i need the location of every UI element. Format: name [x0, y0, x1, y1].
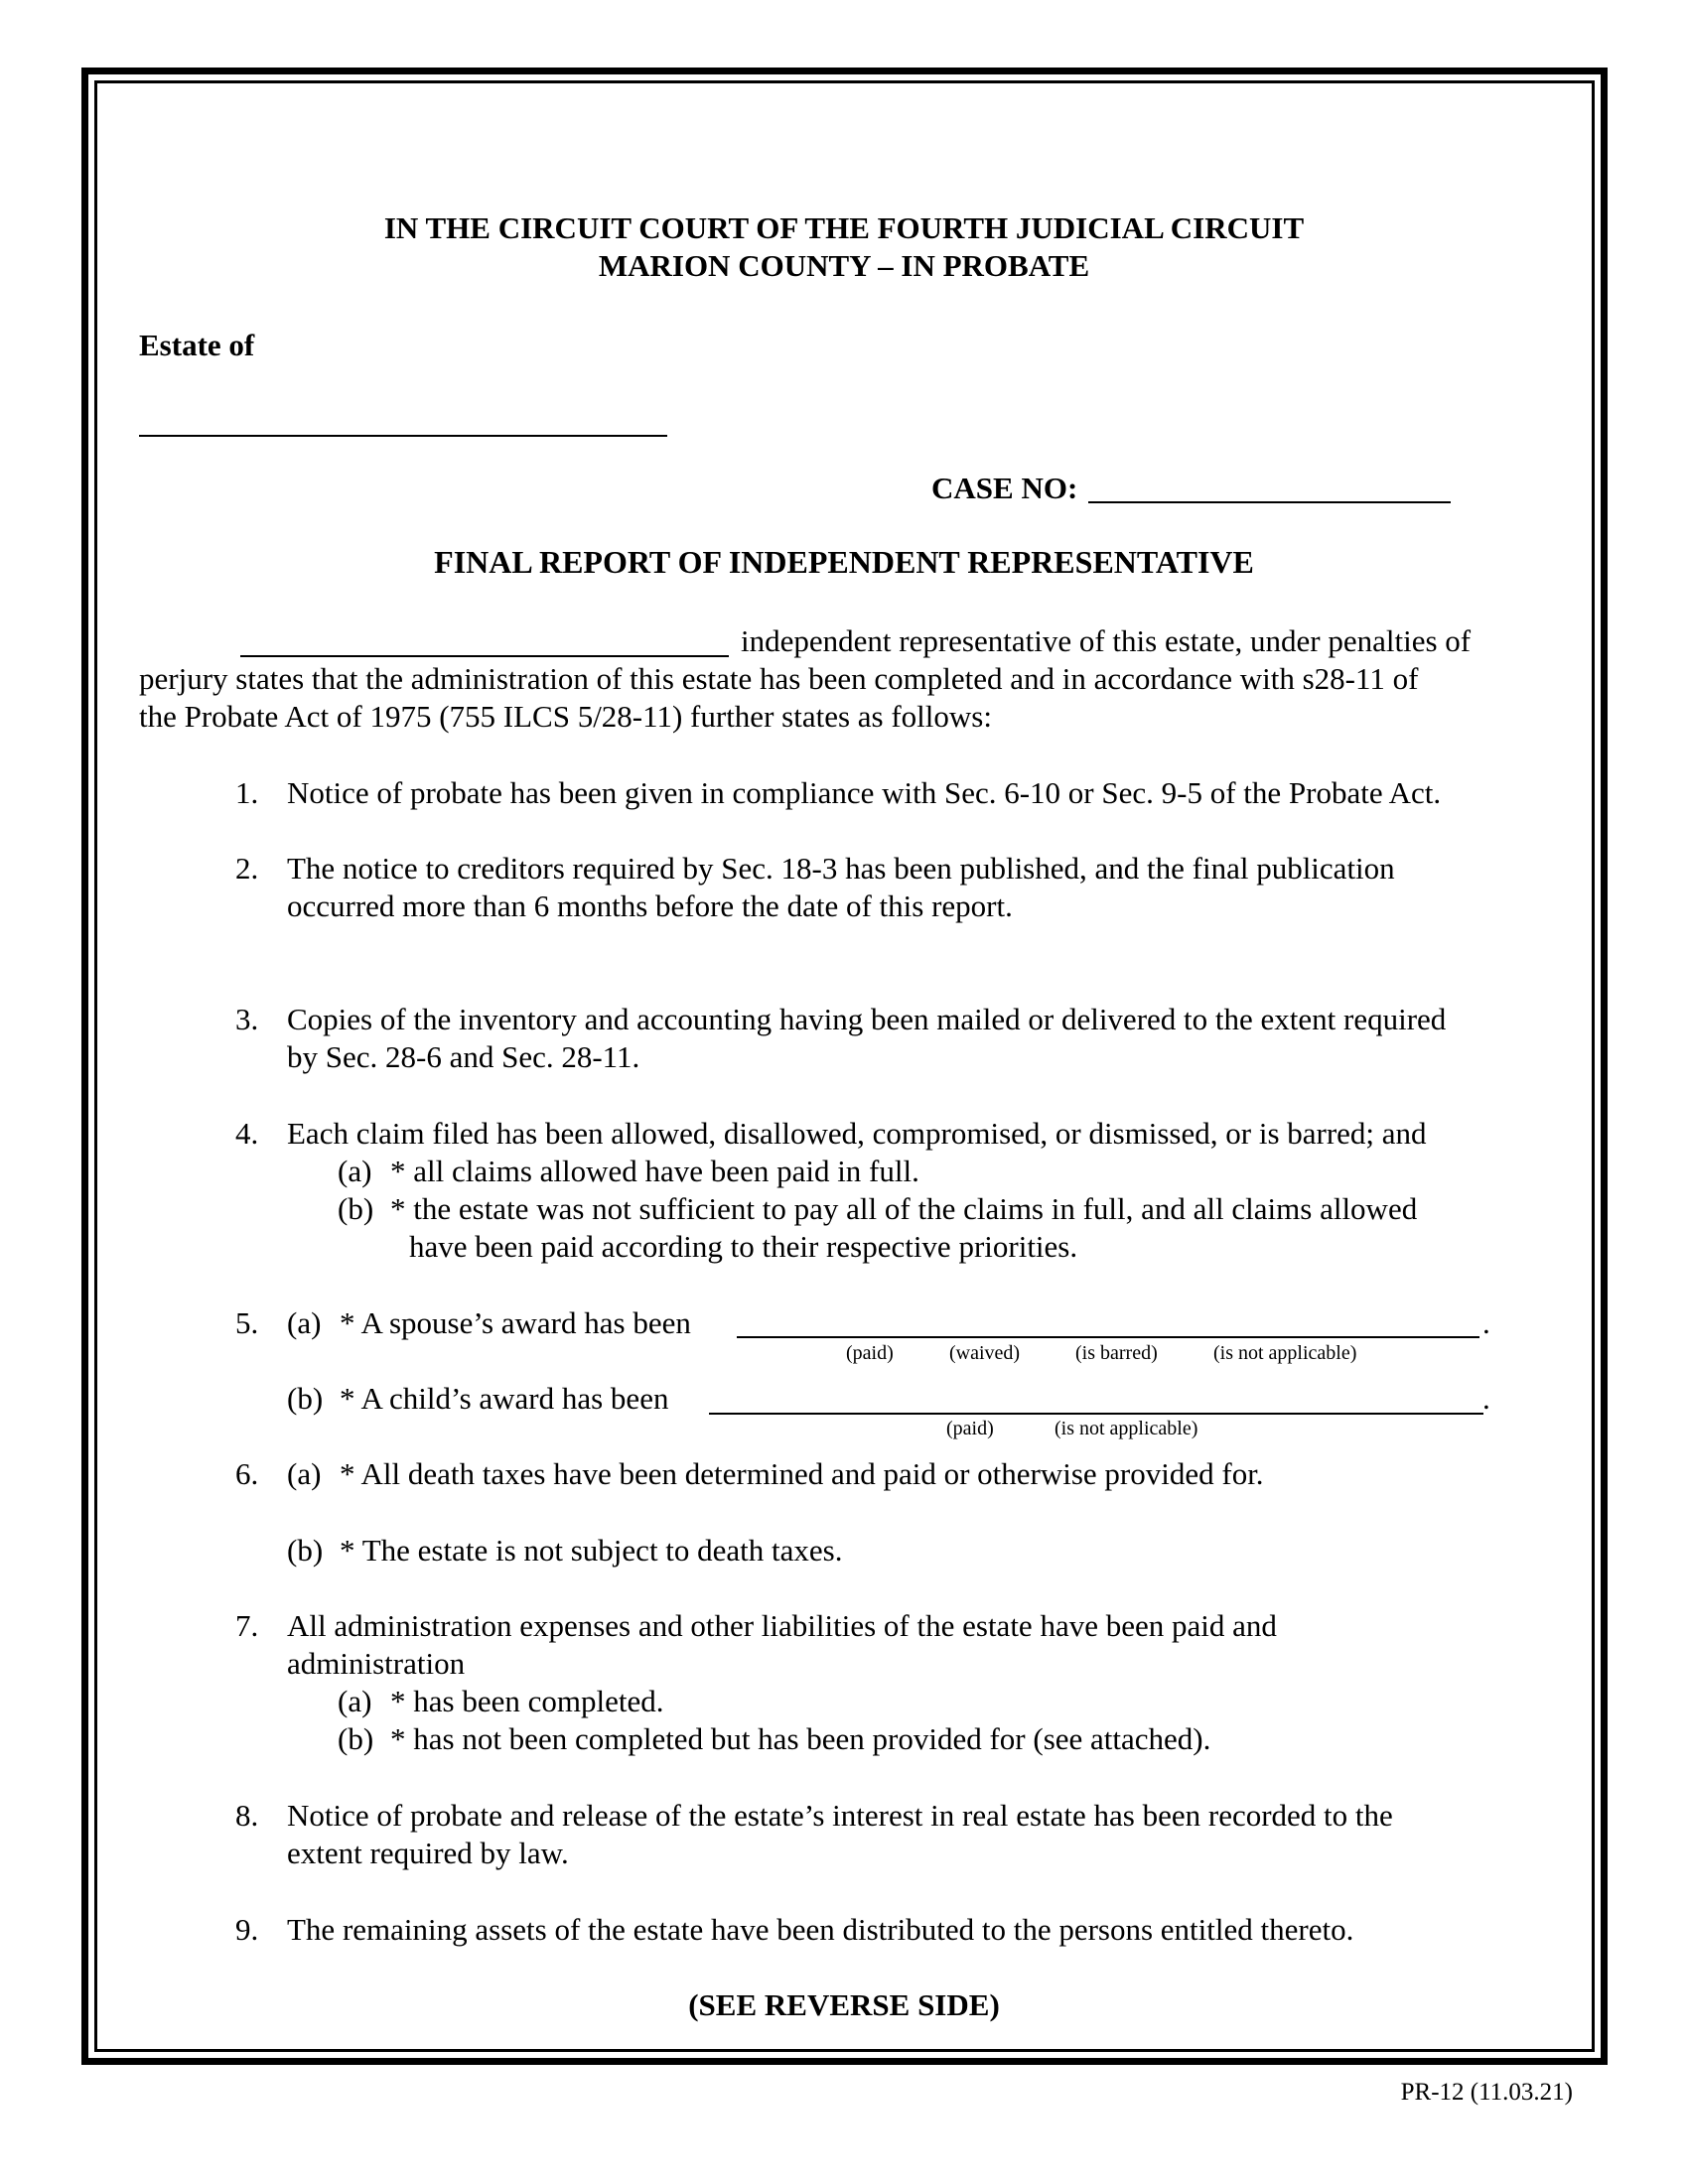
item-6b-text[interactable]: * The estate is not subject to death taxes.	[340, 1533, 843, 1568]
item-4a-text[interactable]: * all claims allowed have been paid in full.	[390, 1154, 919, 1188]
item-4b-line2: have been paid according to their respective priorities.	[409, 1229, 1078, 1264]
item-4b-line1[interactable]: * the estate was not sufficient to pay all of the claims in full, and all claims allowed	[390, 1191, 1418, 1226]
intro-line2: perjury states that the administration of this estate has been completed and in accordance with s28-11 of	[139, 661, 1419, 696]
representative-name-field[interactable]	[240, 655, 729, 657]
item-2-number: 2.	[235, 851, 259, 886]
item-4-text: Each claim filed has been allowed, disallowed, compromised, or dismissed, or is barred; and	[287, 1116, 1427, 1151]
item-2-line2: occurred more than 6 months before the date of this report.	[287, 888, 1013, 923]
estate-label: Estate of	[139, 328, 255, 362]
item-6a-text[interactable]: * All death taxes have been determined and paid or otherwise provided for.	[340, 1456, 1264, 1491]
page-title: FINAL REPORT OF INDEPENDENT REPRESENTATIVE	[434, 544, 1254, 580]
item-7b-label: (b)	[338, 1721, 374, 1756]
item-7a-label: (a)	[338, 1684, 372, 1718]
item-7-number: 7.	[235, 1608, 259, 1643]
item-1-number: 1.	[235, 775, 259, 810]
item-5a-period: .	[1482, 1305, 1490, 1340]
spouse-award-field[interactable]	[737, 1336, 1479, 1338]
intro-line1: independent representative of this estate, under penalties of	[741, 623, 1472, 658]
item-7b-text[interactable]: * has not been completed but has been provided for (see attached).	[390, 1721, 1211, 1756]
item-4a-label: (a)	[338, 1154, 372, 1188]
item-2-line1: The notice to creditors required by Sec. 18-3 has been published, and the final publication	[287, 851, 1395, 886]
spouse-option-is-barred: (is barred)	[1075, 1342, 1158, 1364]
form-id: PR-12 (11.03.21)	[1400, 2079, 1573, 2106]
item-4-number: 4.	[235, 1116, 259, 1151]
item-8-line2: extent required by law.	[287, 1836, 569, 1870]
child-option-paid: (paid)	[946, 1418, 994, 1439]
item-3-line2: by Sec. 28-6 and Sec. 28-11.	[287, 1039, 640, 1074]
spouse-option-not-applicable: (is not applicable)	[1213, 1342, 1357, 1364]
court-heading-line2: MARION COUNTY – IN PROBATE	[598, 248, 1090, 283]
item-8-line1: Notice of probate and release of the estate’s interest in real estate has been recorded to the	[287, 1798, 1393, 1833]
case-number-field[interactable]	[1088, 501, 1451, 503]
item-5b-label: (b)	[287, 1381, 324, 1416]
item-7-line2: administration	[287, 1646, 466, 1681]
item-9-number: 9.	[235, 1912, 259, 1947]
item-6-number: 6.	[235, 1456, 259, 1491]
spouse-option-paid: (paid)	[846, 1342, 894, 1364]
spouse-option-waived: (waived)	[949, 1342, 1021, 1364]
estate-name-field[interactable]	[139, 435, 667, 437]
intro-line3: the Probate Act of 1975 (755 ILCS 5/28-11) further states as follows:	[139, 699, 992, 734]
item-5b-text: * A child’s award has been	[340, 1381, 669, 1416]
item-7a-text[interactable]: * has been completed.	[390, 1684, 664, 1718]
item-7-line1: All administration expenses and other liabilities of the estate have been paid and	[287, 1608, 1277, 1643]
child-award-field[interactable]	[709, 1413, 1483, 1415]
item-3-number: 3.	[235, 1002, 259, 1036]
item-9-text: The remaining assets of the estate have been distributed to the persons entitled thereto.	[287, 1912, 1354, 1947]
child-option-not-applicable: (is not applicable)	[1055, 1418, 1198, 1439]
item-4b-label: (b)	[338, 1191, 374, 1226]
item-6b-label: (b)	[287, 1533, 324, 1568]
item-6a-label: (a)	[287, 1456, 322, 1491]
item-5a-label: (a)	[287, 1305, 322, 1340]
item-1-text: Notice of probate has been given in compliance with Sec. 6-10 or Sec. 9-5 of the Probate Act.	[287, 775, 1442, 810]
item-5a-text: * A spouse’s award has been	[340, 1305, 691, 1340]
see-reverse-side-note: (SEE REVERSE SIDE)	[688, 1987, 1000, 2022]
item-5-number: 5.	[235, 1305, 259, 1340]
item-3-line1: Copies of the inventory and accounting having been mailed or delivered to the extent required	[287, 1002, 1447, 1036]
item-5b-period: .	[1482, 1381, 1490, 1416]
case-number-label: CASE NO:	[931, 471, 1078, 505]
item-8-number: 8.	[235, 1798, 259, 1833]
court-heading-line1: IN THE CIRCUIT COURT OF THE FOURTH JUDICIAL CIRCUIT	[383, 210, 1305, 245]
